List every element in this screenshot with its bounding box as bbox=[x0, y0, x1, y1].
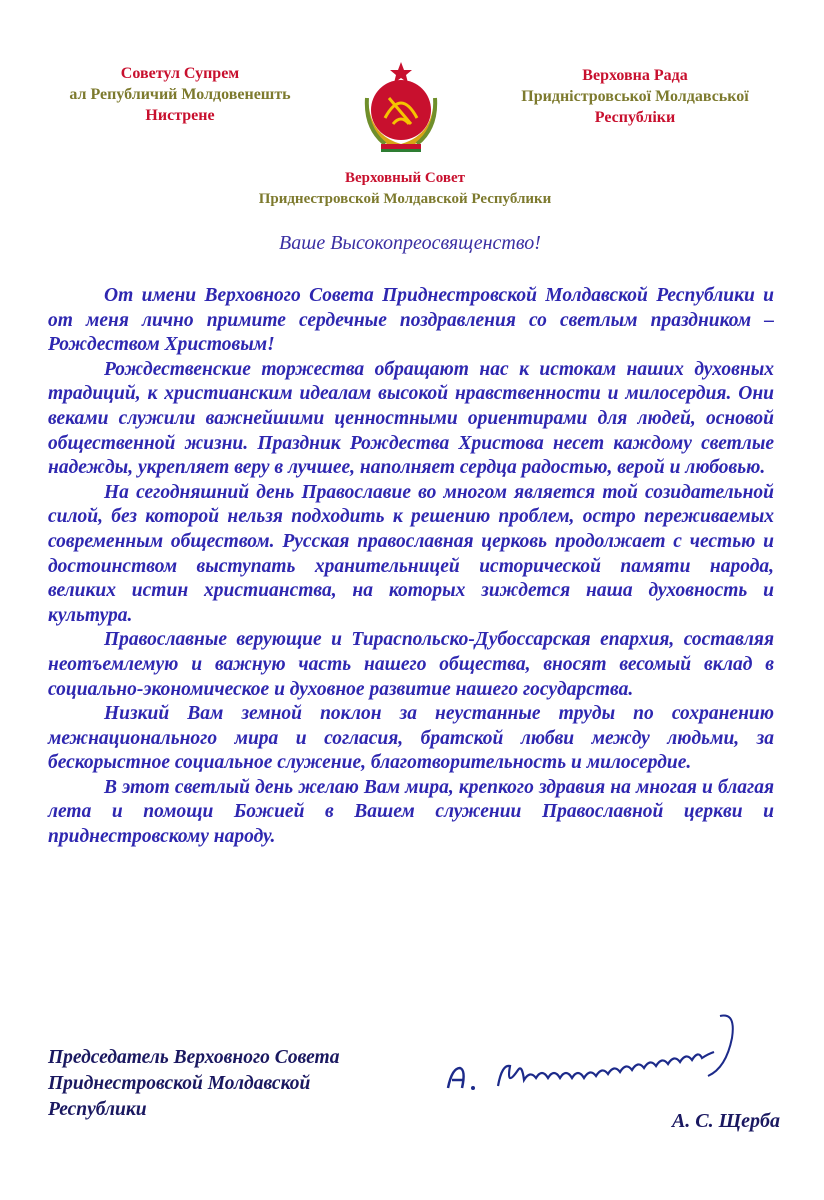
paragraph: В этот светлый день желаю Вам мира, крепкого здравия на многая и благая лета и помощи Божией в Вашем служении Православной церкви и приднестровскому народу. bbox=[48, 776, 774, 848]
paragraph: Рождественские торжества обращают нас к истокам наших духовных традиций, к христианским идеалам высокой нравственности и милосердия. Они веками служили важнейшими ценностными ориентирами для людей, основой общественной жизни. Праздник Рождества Христова несет каждому светлые надежды, укрепляет веру в лучшее, наполняет сердца радостью, верой и любовью. bbox=[48, 358, 774, 479]
paragraph: На сегодняшний день Православие во многом является той созидательной силой, без которой нельзя подходить к решению проблем, остро переживаемых современным обществом. Русская православная церковь продолжает с честью и достоинством выступать хранительницей исторической памяти народа, великих истин христианства, на которых зиждется наша духовность и культура. bbox=[48, 481, 774, 626]
state-emblem-icon bbox=[355, 58, 447, 158]
letterhead-moldovan bbox=[40, 63, 320, 126]
letterhead-left-line1: Советул Супрем bbox=[120, 65, 240, 82]
letterhead-ukrainian bbox=[480, 65, 790, 128]
letter-body bbox=[48, 284, 774, 850]
letterhead-left-line3: Нистрене bbox=[145, 107, 215, 124]
signature-title-line2: Приднестровской Молдавской bbox=[48, 1073, 311, 1094]
signer-name: А. С. Щерба bbox=[671, 1110, 780, 1132]
letterhead-right-line2: Придністровської Молдавської bbox=[521, 88, 749, 105]
letterhead-right-line1: Верховна Рада bbox=[582, 67, 688, 84]
signature-title bbox=[48, 1045, 428, 1123]
signature-title-line3: Республики bbox=[48, 1099, 147, 1120]
handwritten-signature bbox=[440, 1008, 760, 1103]
paragraph: От имени Верховного Совета Приднестровской Молдавской Республики и от меня лично примите сердечные поздравления со светлым праздником – Рождеством Христовым! bbox=[48, 285, 774, 356]
paragraph: Низкий Вам земной поклон за неустанные труды по сохранению межнационального мира и согласия, братской любви между людьми, за бескорыстное социальное служение, благотворительность и милосердие. bbox=[48, 703, 774, 774]
salutation: Ваше Высокопреосвященство! bbox=[279, 232, 541, 254]
letterhead-center-line1: Верховный Совет bbox=[345, 170, 465, 186]
paragraph: Православные верующие и Тираспольско-Дубоссарская епархия, составляя неотъемлемую и важную часть нашего общества, вносят весомый вклад в социально-экономическое и духовное развитие нашего государства. bbox=[48, 629, 774, 700]
letterhead-left-line2: ал Републичий Молдовенешть bbox=[69, 86, 291, 103]
letterhead-right-line3: Республіки bbox=[594, 109, 676, 126]
letterhead-russian bbox=[180, 168, 630, 210]
signature-title-line1: Председатель Верховного Совета bbox=[48, 1047, 340, 1068]
letterhead-center-line2: Приднестровской Молдавской Республики bbox=[258, 191, 552, 207]
